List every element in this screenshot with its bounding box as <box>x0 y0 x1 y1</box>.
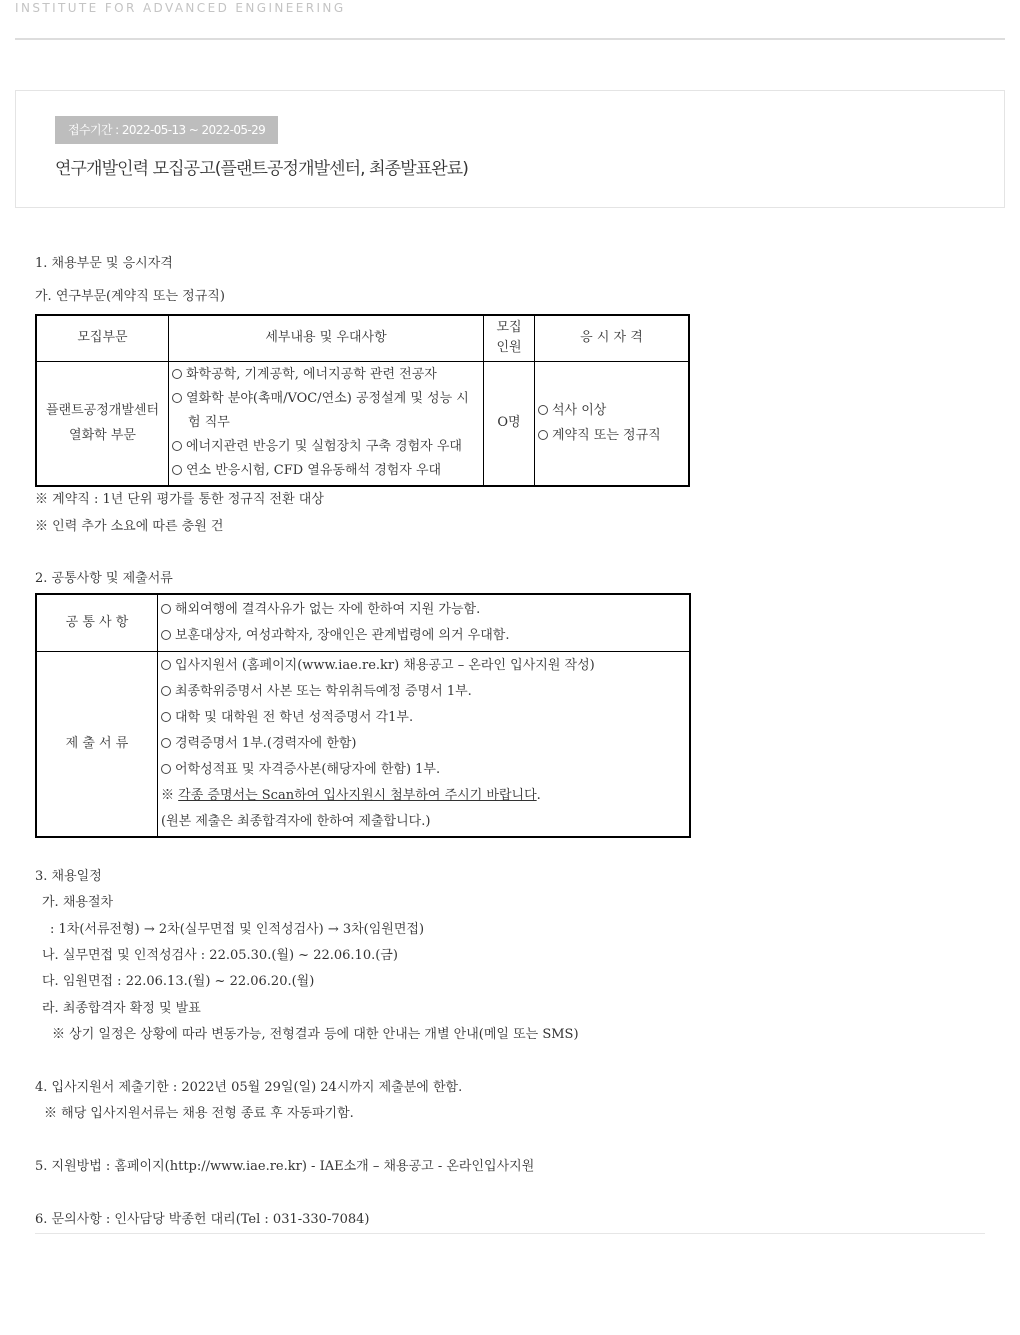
circle-bullet-icon <box>161 660 171 670</box>
section1-note: ※ 계약직 : 1년 단위 평가를 통한 정규직 전환 대상 <box>35 492 324 507</box>
documents-label: 제 출 서 류 <box>36 651 158 837</box>
schedule-line: : 1차(서류전형) → 2차(실무면접 및 인적성검사) → 3차(임원면접) <box>50 922 425 937</box>
common-items-cell <box>158 594 691 651</box>
application-period-badge: 접수기간 : 2022-05-13 ~ 2022-05-29 <box>55 116 278 144</box>
circle-bullet-icon <box>161 738 171 748</box>
header-qualification: 응 시 자 격 <box>535 315 690 361</box>
document-scan-note: ※ 각종 증명서는 Scan하여 입사지원시 첨부하여 주시기 바랍니다. <box>161 787 541 803</box>
section4-note: ※ 해당 입사지원서류는 채용 전형 종료 후 자동파기함. <box>44 1106 354 1121</box>
documents-items-cell <box>158 651 691 837</box>
section1-note: ※ 인력 추가 소요에 따른 충원 건 <box>35 519 224 534</box>
document-original-note: (원본 제출은 최종합격자에 한하여 제출합니다.) <box>161 813 431 829</box>
recruitment-table-row <box>36 361 689 486</box>
circle-bullet-icon <box>172 393 182 403</box>
detail-item: 열화학 분야(촉매/VOC/연소) 공정설계 및 성능 시 <box>172 387 483 411</box>
circle-bullet-icon <box>538 405 548 415</box>
section2-heading: 2. 공통사항 및 제출서류 <box>35 571 173 586</box>
document-item: 대학 및 대학원 전 학년 성적증명서 각1부. <box>161 705 689 731</box>
document-item: 경력증명서 1부.(경력자에 한함) <box>161 731 689 757</box>
schedule-note: ※ 상기 일정은 상황에 따라 변동가능, 전형결과 등에 대한 안내는 개별 안내(메일 또는 SMS) <box>52 1027 579 1042</box>
common-label: 공 통 사 항 <box>36 594 158 651</box>
document-item: 최종학위증명서 사본 또는 학위취득예정 증명서 1부. <box>161 679 689 705</box>
detail-item: 에너지관련 반응기 및 실험장치 구축 경험자 우대 <box>172 435 483 459</box>
detail-item-continuation: 험 직무 <box>188 415 230 431</box>
circle-bullet-icon <box>161 764 171 774</box>
qualification-item: 석사 이상 <box>538 398 688 423</box>
circle-bullet-icon <box>172 465 182 475</box>
section3-heading: 3. 채용일정 <box>35 869 102 884</box>
section4-heading: 4. 입사지원서 제출기한 : 2022년 05월 29일(일) 24시까지 제출분에 한함. <box>35 1080 463 1095</box>
count-cell: O명 <box>484 361 535 486</box>
section1-heading: 1. 채용부문 및 응시자격 <box>35 256 173 271</box>
common-item: 보훈대상자, 여성과학자, 장애인은 관계법령에 의거 우대함. <box>161 623 689 649</box>
schedule-line: 라. 최종합격자 확정 및 발표 <box>42 1001 201 1016</box>
header-divider <box>15 38 1005 40</box>
common-item: 해외여행에 결격사유가 없는 자에 한하여 지원 가능함. <box>161 597 689 623</box>
recruitment-table-header-row <box>36 315 689 361</box>
qualification-item: 계약직 또는 정규직 <box>538 423 688 448</box>
circle-bullet-icon <box>538 430 548 440</box>
header-count <box>484 315 535 361</box>
dept-division: 열화학 부문 <box>69 428 136 444</box>
header-dept: 모집부문 <box>36 315 169 361</box>
documents-row <box>36 651 690 837</box>
notice-summary-box <box>15 90 1005 208</box>
section1-subheading: 가. 연구부문(계약직 또는 정규직) <box>35 289 225 304</box>
document-item: 입사지원서 (홈페이지(www.iae.re.kr) 채용공고 – 온라인 입사지원 작성) <box>161 653 689 679</box>
circle-bullet-icon <box>172 441 182 451</box>
dept-cell <box>36 361 169 486</box>
notice-title: 연구개발인력 모집공고(플랜트공정개발센터, 최종발표완료) <box>55 159 469 179</box>
common-row <box>36 594 690 651</box>
qualification-cell <box>535 361 690 486</box>
header-count-line1: 모집 <box>496 320 522 336</box>
detail-item: 화학공학, 기계공학, 에너지공학 관련 전공자 <box>172 363 483 387</box>
circle-bullet-icon <box>161 712 171 722</box>
institute-name: INSTITUTE FOR ADVANCED ENGINEERING <box>15 1 346 15</box>
recruitment-table <box>35 314 690 487</box>
section6-heading: 6. 문의사항 : 인사담당 박종헌 대리(Tel : 031-330-7084) <box>35 1212 370 1227</box>
dept-name: 플랜트공정개발센터 <box>45 403 160 419</box>
header-details: 세부내용 및 우대사항 <box>169 315 484 361</box>
circle-bullet-icon <box>161 604 171 614</box>
details-cell <box>169 361 484 486</box>
content-bottom-divider <box>35 1233 985 1234</box>
schedule-line: 가. 채용절차 <box>42 895 114 910</box>
circle-bullet-icon <box>161 630 171 640</box>
circle-bullet-icon <box>161 686 171 696</box>
header-count-line2: 인원 <box>496 340 522 356</box>
schedule-line: 다. 임원면접 : 22.06.13.(월) ~ 22.06.20.(월) <box>42 974 315 989</box>
circle-bullet-icon <box>172 369 182 379</box>
section5-heading: 5. 지원방법 : 홈페이지(http://www.iae.re.kr) - IAE소개 – 채용공고 - 온라인입사지원 <box>35 1159 535 1174</box>
detail-item: 연소 반응시험, CFD 열유동해석 경험자 우대 <box>172 459 483 483</box>
document-item: 어학성적표 및 자격증사본(해당자에 한함) 1부. <box>161 757 689 783</box>
schedule-line: 나. 실무면접 및 인적성검사 : 22.05.30.(월) ~ 22.06.10.(금) <box>42 948 398 963</box>
requirements-table <box>35 593 691 838</box>
